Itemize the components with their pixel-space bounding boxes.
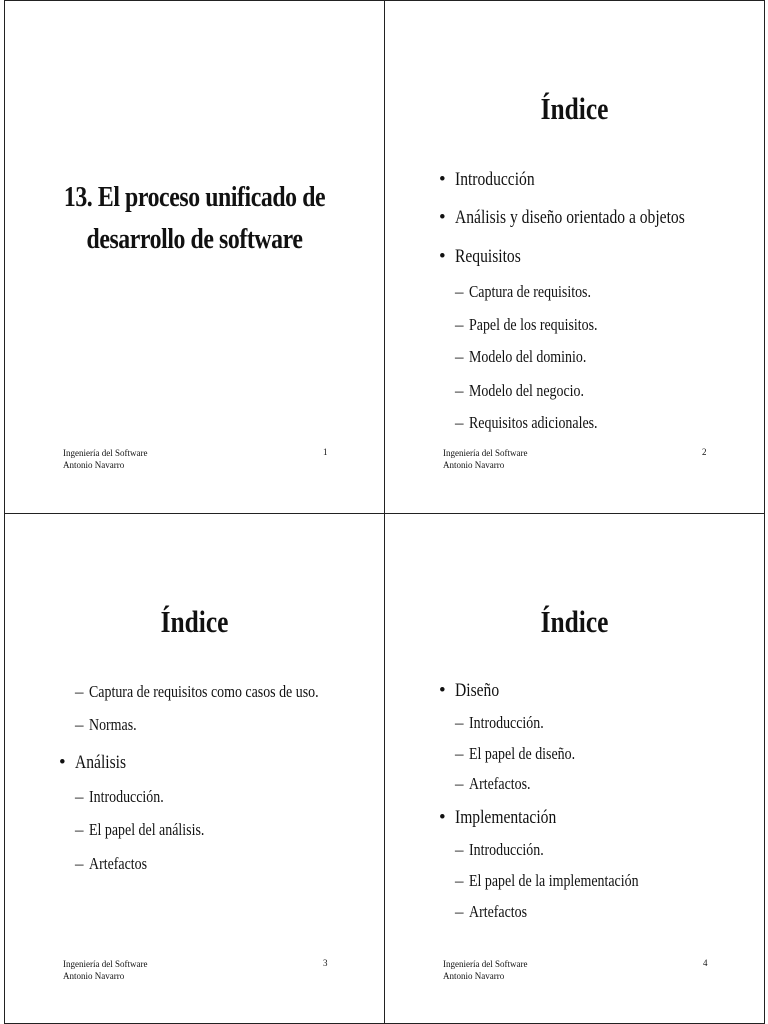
footer-author: Antonio Navarro bbox=[63, 971, 125, 981]
list-item: • Diseño bbox=[439, 680, 500, 701]
list-subitem: – Modelo del dominio. bbox=[455, 347, 587, 366]
bullet-icon: • bbox=[59, 752, 66, 773]
list-item: • Introducción bbox=[439, 169, 535, 190]
dash-icon: – bbox=[75, 682, 84, 701]
slide-heading: Índice bbox=[540, 604, 609, 639]
list-subitem: – El papel del análisis. bbox=[75, 820, 205, 839]
dash-icon: – bbox=[455, 713, 464, 732]
slide-footer bbox=[63, 447, 147, 471]
page-number: 3 bbox=[323, 958, 328, 968]
page-number: 4 bbox=[703, 958, 708, 968]
page-number: 2 bbox=[702, 447, 707, 457]
list-subitem: – Captura de requisitos como casos de uso. bbox=[75, 682, 319, 701]
list-subitem: – El papel de diseño. bbox=[455, 744, 576, 763]
dash-icon: – bbox=[75, 787, 84, 806]
list-item: • Requisitos bbox=[439, 246, 521, 267]
dash-icon: – bbox=[455, 774, 464, 793]
list-subitem: – Normas. bbox=[75, 715, 137, 734]
list-item: • Implementación bbox=[439, 807, 557, 828]
list-subitem: – Requisitos adicionales. bbox=[455, 413, 598, 432]
list-subitem: – Artefactos bbox=[75, 854, 148, 873]
list-subitem: – Captura de requisitos. bbox=[455, 282, 591, 301]
slide-footer bbox=[443, 958, 527, 982]
dash-icon: – bbox=[455, 381, 464, 400]
dash-icon: – bbox=[75, 715, 84, 734]
slide-3 bbox=[4, 513, 385, 1024]
bullet-icon: • bbox=[439, 807, 446, 828]
dash-icon: – bbox=[455, 744, 464, 763]
slide-footer bbox=[63, 958, 147, 982]
slide-1 bbox=[4, 0, 385, 514]
footer-course: Ingeniería del Software bbox=[443, 448, 528, 458]
dash-icon: – bbox=[75, 820, 84, 839]
dash-icon: – bbox=[455, 413, 464, 432]
footer-author: Antonio Navarro bbox=[63, 460, 125, 470]
list-subitem: – Introducción. bbox=[455, 713, 544, 732]
bullet-icon: • bbox=[439, 169, 446, 190]
dash-icon: – bbox=[455, 347, 464, 366]
slide-title bbox=[39, 176, 350, 260]
bullet-icon: • bbox=[439, 680, 446, 701]
footer-author: Antonio Navarro bbox=[443, 971, 505, 981]
dash-icon: – bbox=[75, 854, 84, 873]
dash-icon: – bbox=[455, 902, 464, 921]
slide-2 bbox=[384, 0, 765, 514]
slide-footer bbox=[443, 447, 527, 471]
dash-icon: – bbox=[455, 840, 464, 859]
bullet-icon: • bbox=[439, 207, 446, 228]
list-subitem: – Artefactos. bbox=[455, 774, 531, 793]
footer-author: Antonio Navarro bbox=[443, 460, 505, 470]
list-subitem: – Introducción. bbox=[455, 840, 544, 859]
dash-icon: – bbox=[455, 282, 464, 301]
bullet-icon: • bbox=[439, 246, 446, 267]
title-line-1: 13. El proceso unificado de bbox=[63, 181, 326, 213]
slide-4 bbox=[384, 513, 765, 1024]
dash-icon: – bbox=[455, 315, 464, 334]
slide-heading: Índice bbox=[160, 604, 229, 639]
list-subitem: – El papel de la implementación bbox=[455, 871, 639, 890]
footer-course: Ingeniería del Software bbox=[63, 959, 148, 969]
list-subitem: – Papel de los requisitos. bbox=[455, 315, 598, 334]
index-list bbox=[439, 680, 754, 926]
index-list bbox=[59, 682, 374, 878]
footer-course: Ingeniería del Software bbox=[63, 448, 148, 458]
title-line-2: desarrollo de software bbox=[86, 223, 303, 255]
footer-course: Ingeniería del Software bbox=[443, 959, 528, 969]
list-subitem: – Introducción. bbox=[75, 787, 164, 806]
slide-heading: Índice bbox=[540, 91, 609, 126]
list-subitem: – Modelo del negocio. bbox=[455, 381, 584, 400]
dash-icon: – bbox=[455, 871, 464, 890]
index-list bbox=[439, 169, 754, 437]
list-item: • Análisis y diseño orientado a objetos bbox=[439, 207, 685, 228]
list-item: • Análisis bbox=[59, 752, 127, 773]
list-subitem: – Artefactos bbox=[455, 902, 528, 921]
page-number: 1 bbox=[323, 447, 328, 457]
